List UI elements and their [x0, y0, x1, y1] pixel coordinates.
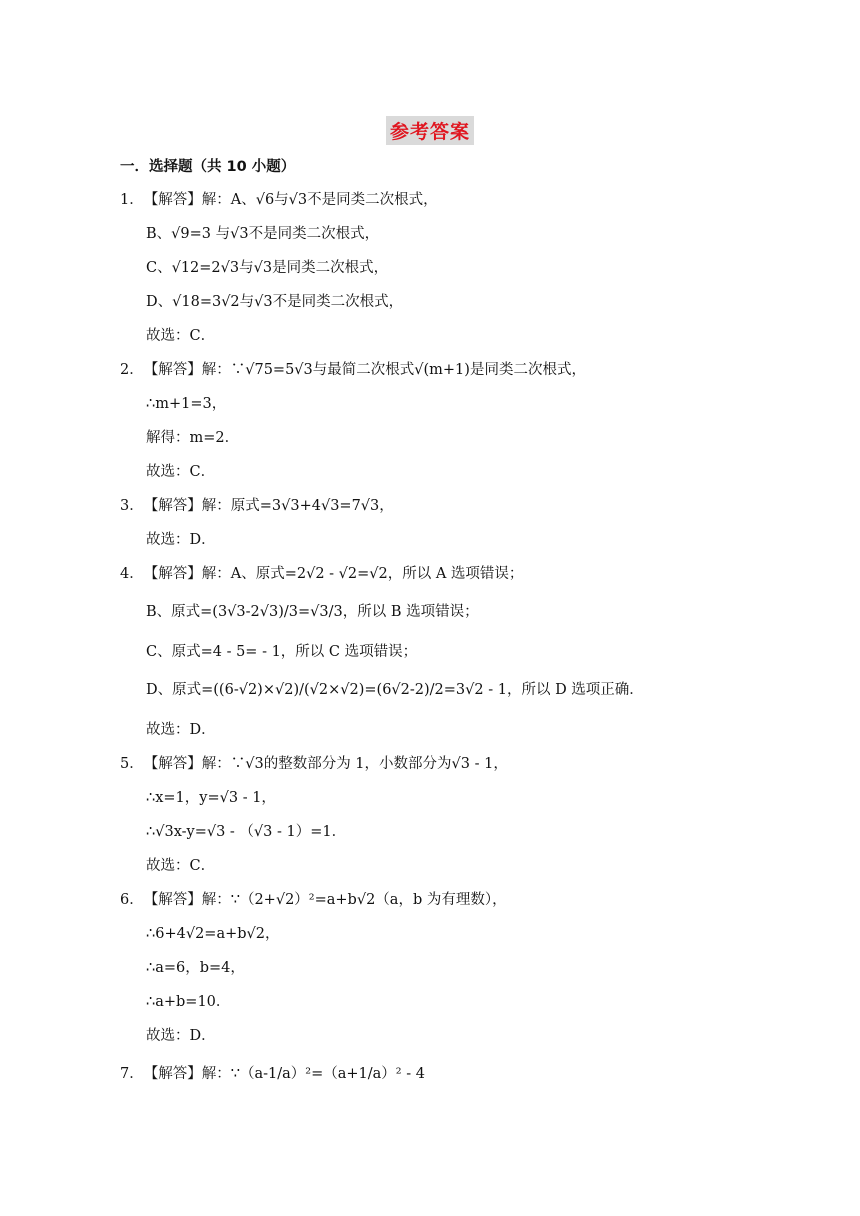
section-heading: 一．选择题（共 10 小题）	[120, 159, 296, 175]
q5-line-1: 5．【解答】解：∵√3的整数部分为 1，小数部分为√3 - 1，	[120, 756, 508, 772]
q5-line-4: 故选：C．	[146, 858, 216, 874]
q6-line-3: ∴a=6，b=4，	[146, 960, 245, 976]
q4-line-5: 故选：D．	[146, 722, 216, 738]
q6-line-5: 故选：D．	[146, 1028, 216, 1044]
q4-line-1: 4．【解答】解：A、原式=2√2 - √2=√2，所以 A 选项错误；	[120, 566, 524, 582]
q1-line-5: 故选：C．	[146, 328, 216, 344]
q4-line-2: B、原式=(3√3-2√3)/3=√3/3，所以 B 选项错误；	[146, 604, 479, 620]
q5-line-3: ∴√3x-y=√3 - （√3 - 1）=1．	[146, 824, 347, 840]
q6-line-1: 6．【解答】解：∵（2+√2）²=a+b√2（a，b 为有理数），	[120, 892, 507, 908]
q2-line-1: 2．【解答】解：∵√75=5√3与最简二次根式√(m+1)是同类二次根式，	[120, 362, 586, 378]
q4-line-4: D、原式=((6-√2)×√2)/(√2×√2)=(6√2-2)/2=3√2 - 1，所以 D 选项正确．	[146, 682, 644, 698]
q2-line-2: ∴m+1=3，	[146, 396, 227, 412]
q2-line-3: 解得：m=2．	[146, 430, 240, 446]
q1-line-2: B、√9=3 与√3不是同类二次根式，	[146, 226, 380, 242]
q3-line-1: 3．【解答】解：原式=3√3+4√3=7√3，	[120, 498, 394, 514]
q5-line-2: ∴x=1，y=√3 - 1，	[146, 790, 276, 806]
q7-line-1: 7．【解答】解：∵（a-1/a）²=（a+1/a）² - 4	[120, 1066, 425, 1082]
q6-line-4: ∴a+b=10．	[146, 994, 231, 1010]
q2-line-4: 故选：C．	[146, 464, 216, 480]
q3-line-2: 故选：D．	[146, 532, 216, 548]
q1-line-4: D、√18=3√2与√3不是同类二次根式，	[146, 294, 404, 310]
q1-line-1: 1．【解答】解：A、√6与√3不是同类二次根式，	[120, 192, 438, 208]
page-title: 参考答案	[0, 116, 860, 145]
q4-line-3: C、原式=4 - 5= - 1，所以 C 选项错误；	[146, 644, 418, 660]
q6-line-2: ∴6+4√2=a+b√2，	[146, 926, 280, 942]
q1-line-3: C、√12=2√3与√3是同类二次根式，	[146, 260, 389, 276]
